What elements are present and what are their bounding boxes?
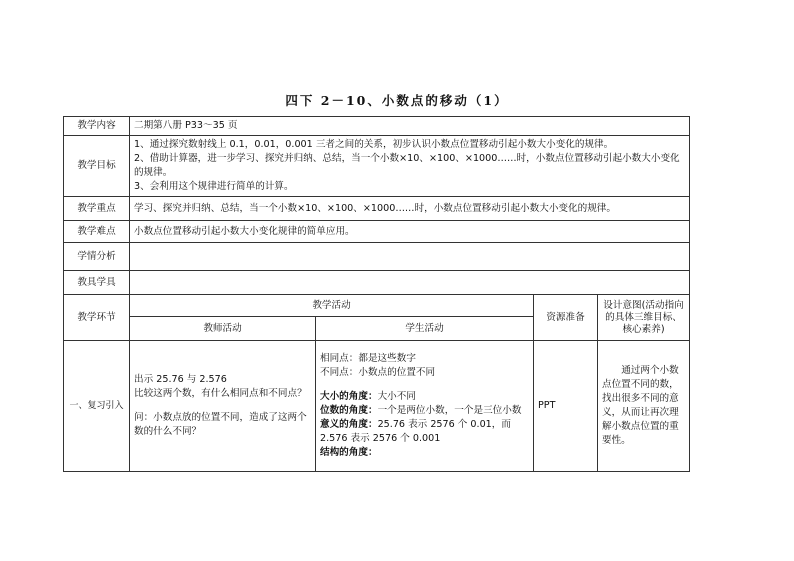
student-digits-text: 一个是两位小数，一个是三位小数 (377, 405, 522, 416)
student-meaning (320, 418, 529, 446)
teacher-line-4: 问：小数点放的位置不同，造成了这两个数的什么不同？ (134, 412, 307, 437)
row-difficulty (64, 221, 690, 243)
row-tools (64, 271, 690, 295)
teacher-line-1: 出示 25.76 与 2.576 (134, 374, 227, 385)
value-tools (130, 271, 690, 295)
header-activity: 教学活动 (130, 295, 534, 317)
objective-1: 1、通过探究数射线上 0.1，0.01，0.001 三者之间的关系，初步认识小数点位置移动引起小数大小变化的规律。 (134, 139, 614, 150)
review-stage: 一、复习引入 (64, 341, 130, 472)
row-key-point (64, 197, 690, 221)
review-student (316, 341, 534, 472)
row-review (64, 341, 690, 472)
student-structure-label: 结构的角度： (320, 447, 378, 458)
teacher-line-2: 比较这两个数，有什么相同点和不同点？ (134, 388, 307, 399)
header-resource: 资源准备 (534, 295, 598, 341)
label-tools: 教具学具 (64, 271, 130, 295)
student-size-label: 大小的角度： (320, 391, 378, 402)
row-content (64, 117, 690, 136)
value-situation (130, 243, 690, 271)
header-teacher: 教师活动 (130, 317, 316, 341)
student-size-text: 大小不同 (377, 391, 416, 402)
value-objectives (130, 136, 690, 197)
student-diff: 不同点：小数点的位置不同 (320, 367, 436, 378)
review-teacher (130, 341, 316, 472)
label-content: 教学内容 (64, 117, 130, 136)
value-content: 二期第八册 P33～35 页 (130, 117, 690, 136)
student-digits-label: 位数的角度： (320, 405, 378, 416)
row-objectives (64, 136, 690, 197)
row-situation (64, 243, 690, 271)
student-meaning-text: 25.76 表示 2576 个 0.01，而 2.576 表示 2576 个 0.001 (320, 419, 511, 444)
student-meaning-label: 意义的角度： (320, 419, 378, 430)
student-gap (320, 380, 529, 390)
header-intent: 设计意图(活动指向的具体三维目标、核心素养) (598, 295, 690, 341)
review-intent: 通过两个小数点位置不同的数，找出很多不同的意义，从而让再次理解小数点位置的重要性。 (598, 341, 690, 472)
label-objectives: 教学目标 (64, 136, 130, 197)
teacher-gap (134, 401, 311, 411)
review-resource: PPT (534, 341, 598, 472)
row-activity-header (64, 295, 690, 317)
student-size (320, 390, 529, 404)
label-difficulty: 教学难点 (64, 221, 130, 243)
value-key-point: 学习、探究并归纳、总结，当一个小数×10、×100、×1000……时，小数点位置移动引起小数大小变化的规律。 (130, 197, 690, 221)
label-key-point: 教学重点 (64, 197, 130, 221)
student-digits (320, 404, 529, 418)
objective-2: 2、借助计算器，进一步学习、探究并归纳、总结，当一个小数×10、×100、×1000……时，小数点位置移动引起小数大小变化的规律。 (134, 153, 680, 178)
document-title: 四下 2－10、小数点的移动（1） (285, 93, 509, 108)
header-student: 学生活动 (316, 317, 534, 341)
value-difficulty: 小数点位置移动引起小数大小变化规律的简单应用。 (130, 221, 690, 243)
label-situation: 学情分析 (64, 243, 130, 271)
header-stage: 教学环节 (64, 295, 130, 341)
student-same: 相同点：都是这些数字 (320, 353, 416, 364)
lesson-plan-table (63, 116, 690, 472)
objective-3: 3、会利用这个规律进行简单的计算。 (134, 181, 294, 192)
